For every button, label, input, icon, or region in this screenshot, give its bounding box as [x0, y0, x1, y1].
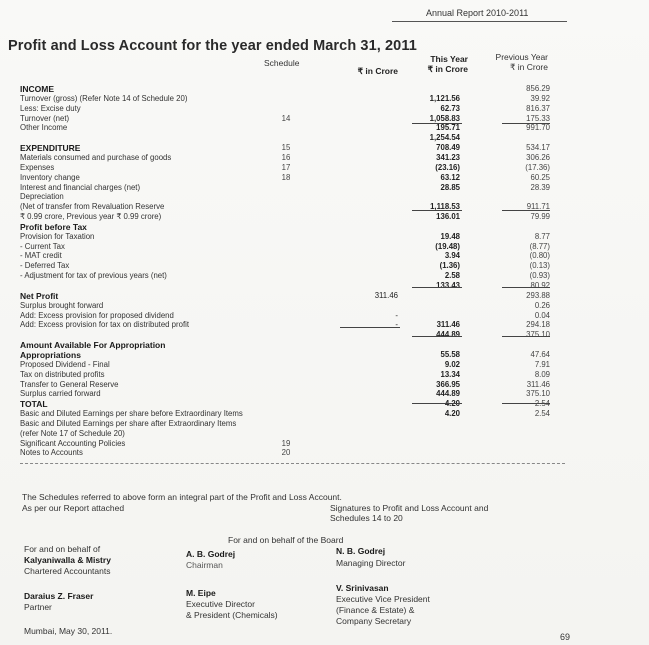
row-schedule: 14 [281, 113, 291, 123]
row-previous-year: 306.26 [526, 152, 550, 162]
row-previous-year: (0.93) [529, 271, 550, 281]
running-title: Annual Report 2010-2011 [426, 8, 529, 18]
row-label: (refer Note 17 of Schedule 20) [20, 428, 125, 438]
row-this-year: 1,254.54 [429, 133, 460, 143]
previous-year-column-unit: ₹ in Crore [509, 62, 548, 72]
row-previous-year: (0.13) [529, 261, 550, 271]
row-schedule: 15 [281, 143, 291, 153]
row-this-year: 444.89 [436, 389, 460, 399]
md-title: Managing Director [336, 558, 406, 568]
total-rule [412, 403, 462, 404]
row-this-year: 13.34 [440, 369, 460, 379]
row-previous-year: 2.54 [534, 399, 550, 409]
row-previous-year: 816.37 [526, 103, 550, 113]
row-this-year: 311.46 [436, 320, 460, 330]
row-label: Notes to Accounts [20, 448, 83, 458]
row-this-year: 195.71 [436, 123, 460, 133]
row-previous-year: 293.88 [526, 290, 550, 300]
row-label: Amount Available For Appropriation [20, 340, 166, 351]
partner-title: Partner [24, 602, 52, 612]
row-label: Transfer to General Reserve [20, 379, 119, 389]
row-this-year: 708.49 [436, 143, 460, 153]
row-this-year: 1,058.83 [429, 113, 460, 123]
row-label: Add: Excess provision for tax on distributed profit [20, 320, 190, 330]
row-this-year: 2.58 [444, 271, 460, 281]
row-label: Basic and Diluted Earnings per share before Extraordinary Items [20, 409, 243, 419]
row-this-year: 366.95 [436, 379, 460, 389]
total-rule [412, 287, 462, 288]
ed-title: & President (Chemicals) [186, 610, 278, 620]
row-label: (Net of transfer from Revaluation Reserve [20, 202, 165, 212]
row-label: - Current Tax [20, 241, 65, 251]
row-label: Materials consumed and purchase of goods [20, 152, 172, 162]
row-this-year: (19.48) [435, 241, 460, 251]
row-this-year: 19.48 [440, 231, 460, 241]
row-label: Profit before Tax [20, 221, 87, 232]
this-year-column-unit: ₹ in Crore [427, 64, 468, 74]
evp-name: V. Srinivasan [336, 583, 389, 593]
total-rule [502, 210, 550, 211]
this-year-column-header: This Year [430, 54, 468, 64]
row-label: Interest and financial charges (net) [20, 182, 141, 192]
row-label: TOTAL [20, 399, 48, 410]
total-rule [502, 403, 550, 404]
row-label: Significant Accounting Policies [20, 438, 126, 448]
row-previous-year: 294.18 [526, 320, 550, 330]
signatures-note: Signatures to Profit and Loss Account and [330, 503, 489, 513]
row-schedule: 17 [281, 162, 291, 172]
total-rule [502, 123, 550, 124]
row-label: Tax on distributed profits [20, 369, 105, 379]
row-label: Proposed Dividend - Final [20, 359, 110, 369]
row-previous-year: 991.70 [526, 123, 550, 133]
row-previous-year: (0.80) [529, 251, 550, 261]
row-this-year: 63.12 [440, 172, 460, 182]
row-mid-amount: - [395, 310, 398, 320]
total-rule [340, 327, 400, 328]
row-label: Other Income [20, 123, 68, 133]
row-previous-year: 0.04 [534, 310, 550, 320]
row-previous-year: 911.71 [526, 202, 550, 212]
row-label: Surplus brought forward [20, 300, 104, 310]
chairman-name: A. B. Godrej [186, 549, 236, 559]
table-row [0, 448, 649, 459]
row-previous-year: 0.26 [534, 300, 550, 310]
row-this-year: 1,121.56 [429, 93, 460, 103]
report-note: As per our Report attached [22, 503, 125, 513]
auditor-behalf: For and on behalf of [24, 544, 101, 554]
board-behalf: For and on behalf of the Board [228, 535, 344, 545]
row-previous-year: 79.99 [530, 212, 550, 221]
auditor-type: Chartered Accountants [24, 566, 111, 576]
row-label: - Deferred Tax [20, 261, 70, 271]
schedule-column-header: Schedule [264, 58, 300, 68]
row-label: Turnover (gross) (Refer Note 14 of Schedule 20) [20, 93, 188, 103]
row-this-year: 28.85 [440, 182, 460, 192]
row-previous-year: 856.29 [526, 84, 550, 93]
previous-year-column-header: Previous Year [495, 52, 548, 62]
row-label: Inventory change [20, 172, 80, 182]
total-rule [412, 210, 462, 211]
row-previous-year: 80.92 [530, 281, 550, 290]
row-label: - MAT credit [20, 251, 62, 261]
total-rule [412, 123, 462, 124]
evp-title: Company Secretary [336, 616, 412, 626]
row-this-year: 1,118.53 [430, 202, 460, 212]
row-previous-year: 375.10 [526, 330, 550, 340]
row-this-year: (1.36) [439, 261, 460, 271]
auditor-firm: Kalyaniwalla & Mistry [24, 555, 111, 565]
row-this-year: 4.20 [444, 399, 460, 409]
row-previous-year: 60.25 [530, 172, 550, 182]
page-number: 69 [560, 632, 571, 642]
row-this-year: 62.73 [440, 103, 460, 113]
row-schedule: 19 [281, 438, 291, 448]
end-rule [20, 463, 565, 464]
row-previous-year: 8.77 [534, 231, 550, 241]
evp-title: (Finance & Estate) & [336, 605, 415, 615]
row-label: Add: Excess provision for proposed dividend [20, 310, 174, 320]
row-this-year: 341.23 [436, 152, 460, 162]
schedules-note: The Schedules referred to above form an integral part of the Profit and Loss Account. [22, 492, 342, 502]
row-previous-year: (17.36) [525, 162, 550, 172]
row-previous-year: 7.91 [534, 359, 550, 369]
row-schedule: 20 [281, 448, 291, 458]
place-date: Mumbai, May 30, 2011. [24, 626, 113, 636]
evp-title: Executive Vice President [336, 594, 430, 604]
row-previous-year: (8.77) [529, 241, 550, 251]
row-label: Turnover (net) [20, 113, 70, 123]
row-previous-year: 175.33 [526, 113, 550, 123]
row-this-year: 444.89 [436, 330, 460, 340]
row-label: Surplus carried forward [20, 389, 101, 399]
mid-column-unit: ₹ in Crore [357, 66, 398, 76]
partner-name: Daraius Z. Fraser [24, 591, 94, 601]
total-rule [412, 336, 462, 337]
signatures-note: Schedules 14 to 20 [330, 513, 403, 523]
row-label: Basic and Diluted Earnings per share after Extraordinary Items [20, 418, 237, 428]
row-this-year: 9.02 [444, 359, 460, 369]
row-this-year: 136.01 [436, 212, 460, 221]
row-this-year: 4.20 [444, 409, 460, 419]
row-this-year: 133.43 [436, 281, 460, 290]
row-label: EXPENDITURE [20, 143, 81, 154]
row-label: Less: Excise duty [20, 103, 81, 113]
page-title: Profit and Loss Account for the year ended March 31, 2011 [8, 38, 417, 54]
ed-title: Executive Director [186, 599, 255, 609]
row-previous-year: 47.64 [530, 349, 550, 359]
row-label: - Adjustment for tax of previous years (net) [20, 271, 167, 281]
row-label: ₹ 0.99 crore, Previous year ₹ 0.99 crore) [20, 212, 162, 221]
row-mid-amount: 311.46 [374, 290, 398, 300]
row-schedule: 16 [281, 152, 291, 162]
row-previous-year: 311.46 [526, 379, 550, 389]
row-schedule: 18 [281, 172, 291, 182]
row-this-year: 55.58 [440, 349, 460, 359]
row-label: Expenses [20, 162, 55, 172]
chairman-title: Chairman [186, 560, 223, 570]
total-rule [502, 287, 550, 288]
ed-name: M. Eipe [186, 588, 216, 598]
row-label: Net Profit [20, 290, 59, 301]
row-this-year: 3.94 [444, 251, 460, 261]
row-label: INCOME [20, 84, 54, 94]
row-label: Provision for Taxation [20, 231, 95, 241]
row-mid-amount: - [395, 320, 398, 330]
row-label: Appropriations [20, 349, 81, 360]
row-previous-year: 8.09 [534, 369, 550, 379]
total-rule [502, 336, 550, 337]
row-this-year: (23.16) [435, 162, 460, 172]
row-previous-year: 28.39 [530, 182, 550, 192]
row-label: Depreciation [20, 192, 64, 202]
row-previous-year: 534.17 [526, 143, 550, 153]
md-name: N. B. Godrej [336, 546, 386, 556]
row-previous-year: 39.92 [530, 93, 550, 103]
row-previous-year: 2.54 [534, 409, 550, 419]
row-previous-year: 375.10 [526, 389, 550, 399]
